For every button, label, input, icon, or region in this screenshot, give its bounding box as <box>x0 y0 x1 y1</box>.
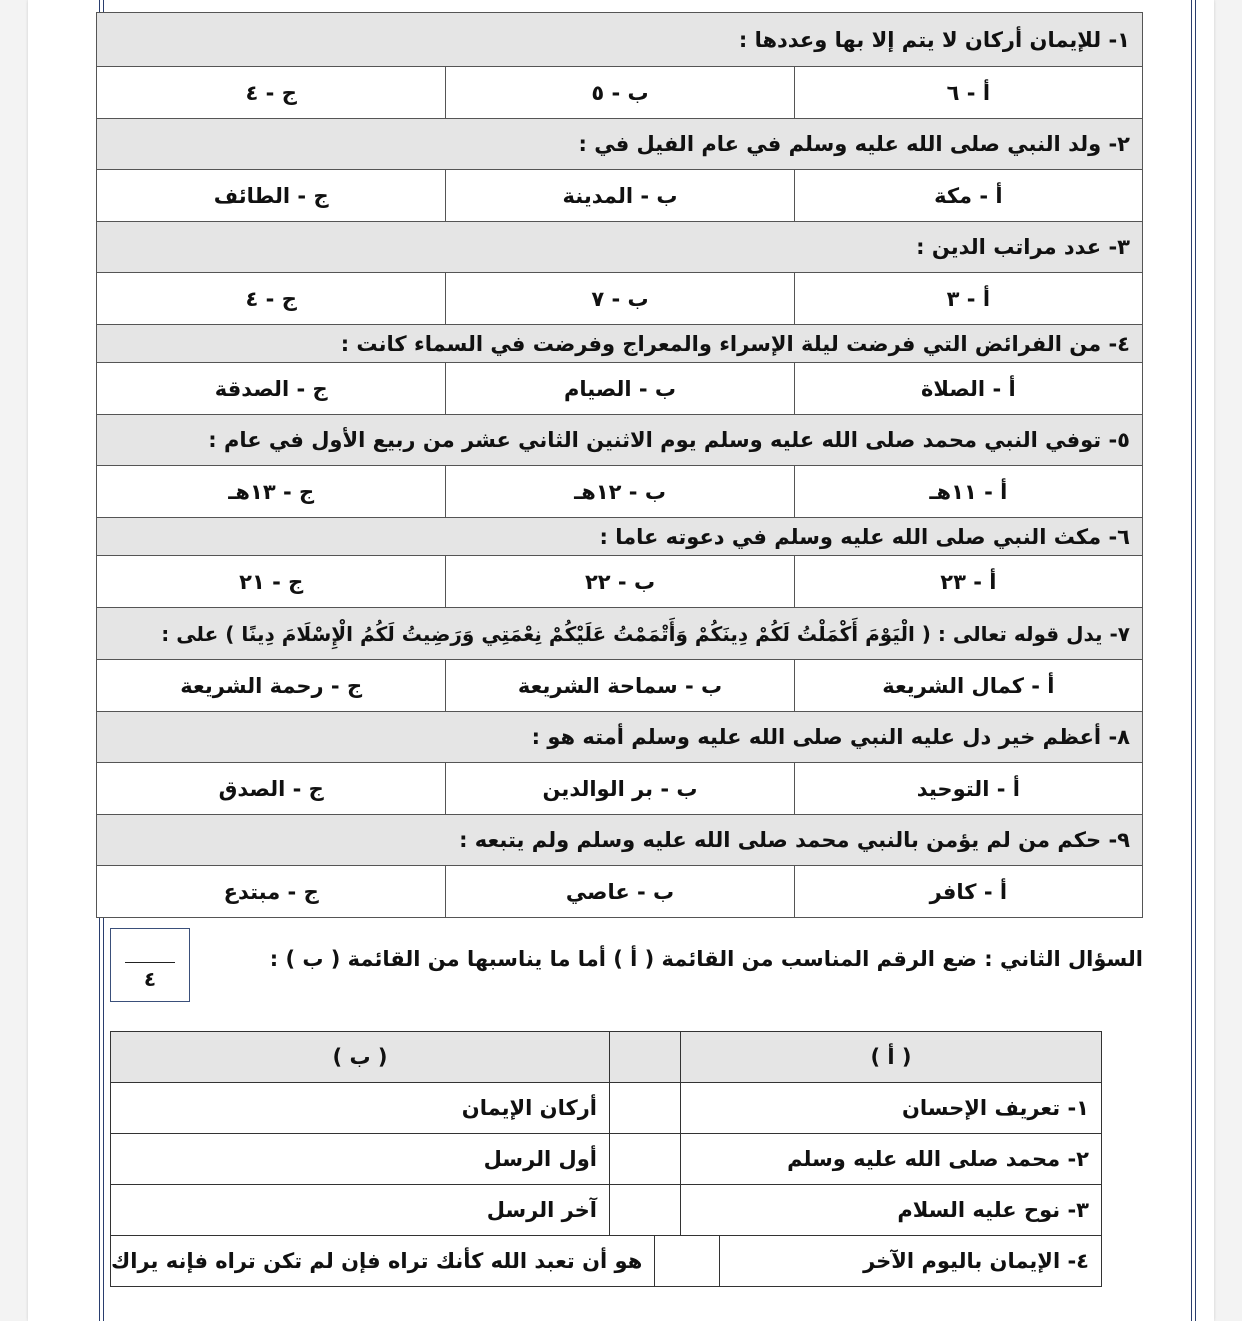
question-text: ٣- عدد مراتب الدين : <box>916 235 1130 259</box>
question-text: ٤- من الفرائض التي فرضت ليلة الإسراء والمعراج وفرضت في السماء كانت : <box>340 331 1130 356</box>
option-c[interactable]: ج - ٤ <box>245 286 297 311</box>
question-text: ٦- مكث النبي صلى الله عليه وسلم في دعوته عاما : <box>599 524 1130 549</box>
matching-row <box>111 1185 1101 1236</box>
list-a-item: ٤- الإيمان باليوم الآخر <box>719 1236 1101 1286</box>
option-c[interactable]: ج - ١٣هـ <box>228 479 315 504</box>
answer-input-cell[interactable] <box>609 1083 680 1133</box>
column-a-header: ( أ ) <box>680 1032 1101 1082</box>
matching-row <box>111 1134 1101 1185</box>
options-row <box>97 363 1142 415</box>
option-a[interactable]: أ - التوحيد <box>794 763 1142 814</box>
option-c[interactable]: ج - الطائف <box>213 183 329 208</box>
question-text: ٨- أعظم خير دل عليه النبي صلى الله عليه وسلم أمته هو : <box>531 725 1130 749</box>
list-b-item: أركان الإيمان <box>461 1096 597 1120</box>
answer-input-cell[interactable] <box>654 1236 718 1286</box>
question-row <box>97 415 1142 466</box>
page-border-line <box>1191 0 1192 1321</box>
option-b[interactable]: ب - بر الوالدين <box>445 763 793 814</box>
list-a-item: ١- تعريف الإحسان <box>680 1083 1101 1133</box>
list-a-item: ٣- نوح عليه السلام <box>680 1185 1101 1235</box>
option-a[interactable]: أ - ١١هـ <box>794 466 1142 517</box>
question-two-heading: السؤال الثاني : ضع الرقم المناسب من القائمة ( أ ) أما ما يناسبها من القائمة ( ب ) : <box>269 947 1143 971</box>
list-b-item: آخر الرسل <box>486 1198 597 1222</box>
option-a[interactable]: أ - كافر <box>794 866 1142 917</box>
option-c[interactable]: ج - ٤ <box>245 80 297 105</box>
question-text: ٩- حكم من لم يؤمن بالنبي محمد صلى الله عليه وسلم ولم يتبعه : <box>459 828 1130 852</box>
question-text: ٥- توفي النبي محمد صلى الله عليه وسلم يوم الاثنين الثاني عشر من ربيع الأول في عام : <box>208 428 1130 452</box>
option-c[interactable]: ج - ٢١ <box>239 569 304 594</box>
question-row <box>97 119 1142 170</box>
list-b-item: هو أن تعبد الله كأنك تراه فإن لم تكن تراه فإنه يراك <box>111 1249 643 1273</box>
matching-row <box>111 1236 1101 1287</box>
matching-header-row <box>111 1032 1101 1083</box>
option-b[interactable]: ب - سماحة الشريعة <box>445 660 793 711</box>
list-b-item: أول الرسل <box>483 1147 597 1171</box>
options-row <box>97 660 1142 712</box>
option-c[interactable]: ج - الصدقة <box>214 376 328 401</box>
option-a[interactable]: أ - ٢٣ <box>794 556 1142 607</box>
option-a[interactable]: أ - كمال الشريعة <box>794 660 1142 711</box>
column-b-header: ( ب ) <box>332 1045 388 1069</box>
answer-input-cell[interactable] <box>609 1185 680 1235</box>
option-a[interactable]: أ - ٣ <box>794 273 1142 324</box>
answer-cell <box>609 1032 680 1082</box>
options-row <box>97 866 1142 918</box>
question-row <box>97 222 1142 273</box>
question-row <box>97 712 1142 763</box>
question-text: ٧- يدل قوله تعالى : ( الْيَوْمَ أَكْمَلْتُ لَكُمْ دِينَكُمْ وَأَتْمَمْتُ عَلَيْكُمْ نِعْمَتِي وَرَضِيتُ لَكُمُ الْإِسْلَامَ دِينًا ) على : <box>161 621 1130 646</box>
option-a[interactable]: أ - الصلاة <box>794 363 1142 414</box>
option-b[interactable]: ب - ٧ <box>445 273 793 324</box>
question-row <box>97 518 1142 556</box>
options-row <box>97 466 1142 518</box>
question-row <box>97 325 1142 363</box>
question-row <box>97 608 1142 660</box>
option-c[interactable]: ج - مبتدع <box>223 879 319 904</box>
option-b[interactable]: ب - ٢٢ <box>445 556 793 607</box>
question-text: ١- للإيمان أركان لا يتم إلا بها وعددها : <box>738 27 1130 52</box>
option-a[interactable]: أ - مكة <box>794 170 1142 221</box>
question-row <box>97 815 1142 866</box>
option-b[interactable]: ب - المدينة <box>445 170 793 221</box>
option-b[interactable]: ب - ٥ <box>445 67 793 118</box>
option-a[interactable]: أ - ٦ <box>794 67 1142 118</box>
answer-input-cell[interactable] <box>609 1134 680 1184</box>
options-row <box>97 556 1142 608</box>
option-b[interactable]: ب - الصيام <box>445 363 793 414</box>
matching-table <box>110 1031 1102 1287</box>
list-a-item: ٢- محمد صلى الله عليه وسلم <box>680 1134 1101 1184</box>
options-row <box>97 67 1142 119</box>
options-row <box>97 273 1142 325</box>
score-fraction-line <box>125 962 175 963</box>
option-b[interactable]: ب - ١٢هـ <box>445 466 793 517</box>
options-row <box>97 170 1142 222</box>
question-row <box>97 13 1142 67</box>
options-row <box>97 763 1142 815</box>
matching-row <box>111 1083 1101 1134</box>
page-border-line <box>1195 0 1196 1321</box>
option-c[interactable]: ج - الصدق <box>218 776 324 801</box>
score-box <box>110 928 190 1002</box>
option-b[interactable]: ب - عاصي <box>445 866 793 917</box>
question-text: ٢- ولد النبي صلى الله عليه وسلم في عام الفيل في : <box>578 132 1130 156</box>
option-c[interactable]: ج - رحمة الشريعة <box>180 673 363 698</box>
multiple-choice-table <box>96 12 1143 918</box>
score-value: ٤ <box>143 967 157 991</box>
